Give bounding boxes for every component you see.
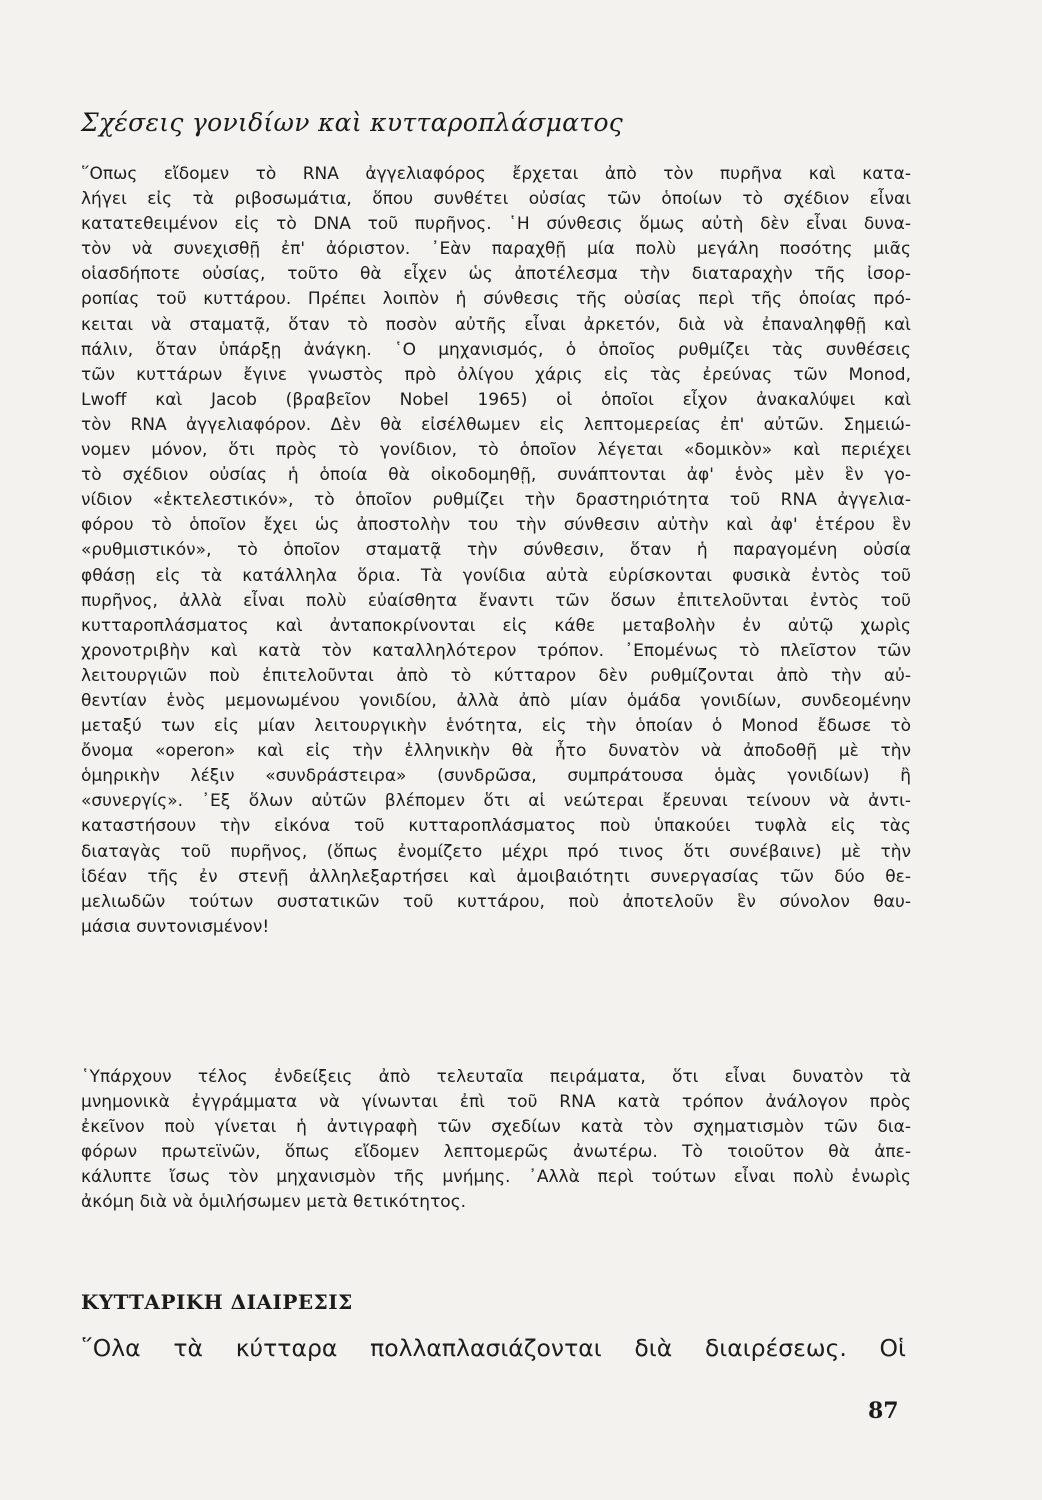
- text-line: οἱασδήποτε οὐσίας, τοῦτο θὰ εἶχεν ὡς ἀποτέλεσμα τὴν διαταραχὴν τῆς ἰσορ-: [81, 264, 911, 285]
- text-line: κατατεθειμένον εἰς τὸ DNA τοῦ πυρῆνος. ῾Η σύνθεσις ὅμως αὐτὴ δὲν εἶναι δυνα-: [81, 214, 911, 235]
- text-line: λήγει εἰς τὰ ριβοσωμάτια, ὅπου συνθέτει οὐσίας τῶν ὁποίων τὸ σχέδιον εἶναι: [81, 189, 911, 210]
- text-line: ῞Οπως εἴδομεν τὸ RNA ἀγγελιαφόρος ἔρχεται ἀπὸ τὸν πυρῆνα καὶ κατα-: [81, 164, 911, 184]
- text-line: κάλυπτε ἴσως τὸν μηχανισμὸν τῆς μνήμης. ᾿Αλλὰ περὶ τούτων εἶναι πολὺ ἐνωρὶς: [81, 1167, 911, 1188]
- text-line: καταστήσουν τὴν εἰκόνα τοῦ κυτταροπλάσματος ποὺ ὑπακούει τυφλὰ εἰς τὰς: [81, 816, 911, 837]
- text-line: κειται νὰ σταματᾷ, ὅταν τὸ ποσὸν αὐτῆς εἶναι ἀρκετόν, διὰ νὰ ἐπαναληφθῇ καὶ: [81, 314, 911, 335]
- text-line: ἀκόμη διὰ νὰ ὁμιλήσωμεν μετὰ θετικότητος.: [81, 1192, 467, 1213]
- paragraph-1-text: [81, 162, 911, 940]
- text-line: πάλιν, ὅταν ὑπάρξῃ ἀνάγκη. ῾Ο μηχανισμός, ὁ ὁποῖος ρυθμίζει τὰς συνθέσεις: [81, 339, 911, 360]
- text-line: τῶν κυττάρων ἔγινε γνωστὸς πρὸ ὀλίγου χάρις εἰς τὰς ἐρεύνας τῶν Monod,: [81, 364, 911, 385]
- text-line: μνημονικὰ ἐγγράμματα νὰ γίνωνται ἐπὶ τοῦ RNA κατὰ τρόπον ἀνάλογον πρὸς: [81, 1092, 911, 1113]
- text-line: φόρων πρωτεϊνῶν, ὅπως εἴδομεν λεπτομερῶς ἀνωτέρω. Τὸ τοιοῦτον θὰ ἀπε-: [81, 1142, 911, 1163]
- text-line: ἰδέαν τῆς ἐν στενῇ ἀλληλεξαρτήσει καὶ ἀμοιβαιότητι συνεργασίας τῶν δύο θε-: [81, 866, 911, 887]
- text-line: ὄνομα «operon» καὶ εἰς τὴν ἑλληνικὴν θὰ ἦτο δυνατὸν νὰ ἀποδοθῇ μὲ τὴν: [81, 741, 911, 762]
- text-line: πυρῆνος, ἀλλὰ εἶναι πολὺ εὐαίσθητα ἔναντι τῶν ὅσων ἐπιτελοῦνται ἐντὸς τοῦ: [81, 590, 911, 611]
- section-title: Σχέσεις γονιδίων καὶ κυτταροπλάσματος: [81, 108, 624, 137]
- text-line: λειτουργιῶν ποὺ ἐπιτελοῦνται ἀπὸ τὸ κύτταρον δὲν ρυθμίζονται ἀπὸ τὴν αὐ-: [81, 665, 911, 686]
- text-line: θεντίαν ἑνὸς μεμονωμένου γονιδίου, ἀλλὰ ἀπὸ μίαν ὁμάδα γονιδίων, συνδεομένην: [81, 690, 911, 711]
- text-line: μεταξύ των εἰς μίαν λειτουργικὴν ἑνότητα, εἰς τὴν ὁποίαν ὁ Monod ἔδωσε τὸ: [81, 716, 911, 737]
- text-line: «ρυθμιστικόν», τὸ ὁποῖον σταματᾷ τὴν σύνθεσιν, ὅταν ἡ παραγομένη οὐσία: [81, 540, 911, 561]
- page-number: 87: [868, 1398, 899, 1424]
- text-line: ἐκεῖνον ποὺ γίνεται ἡ ἀντιγραφὴ τῶν σχεδίων κατὰ τὸν σχηματισμὸν τῶν δια-: [81, 1117, 911, 1138]
- section-2-first-line: ῞Ολα τὰ κύτταρα πολλαπλασιάζονται διὰ διαιρέσεως. Οἱ: [81, 1334, 906, 1362]
- text-line: ῾Υπάρχουν τέλος ἐνδείξεις ἀπὸ τελευταῖα πειράματα, ὅτι εἶναι δυνατὸν τὰ: [81, 1067, 911, 1087]
- text-line: τὸν RNA ἀγγελιαφόρον. Δὲν θὰ εἰσέλθωμεν εἰς λεπτομερείας ἐπ' αὐτῶν. Σημειώ-: [81, 414, 911, 435]
- text-line: τὸν νὰ συνεχισθῇ ἐπ' ἀόριστον. ᾿Εὰν παραχθῇ μία πολὺ μεγάλη ποσότης μιᾶς: [81, 239, 911, 260]
- text-line: Lwoff καὶ Jacob (βραβεῖον Nobel 1965) οἱ ὁποῖοι εἶχον ἀνακαλύψει καὶ: [81, 389, 911, 410]
- paragraph-2: [81, 1065, 911, 1216]
- text-line: τὸ σχέδιον οὐσίας ἡ ὁποία θὰ οἰκοδομηθῇ, συνάπτονται ἀφ' ἑνὸς μὲν ἓν γο-: [81, 465, 911, 486]
- text-line: μάσια συντονισμένον!: [81, 916, 270, 937]
- text-line: κυτταροπλάσματος καὶ ἀνταποκρίνονται εἰς κάθε μεταβολὴν ἐν αὐτῷ χωρὶς: [81, 615, 911, 636]
- paragraph-2-text: [81, 1065, 911, 1216]
- text-line: φόρου τὸ ὁποῖον ἔχει ὡς ἀποστολὴν του τὴν σύνθεσιν αὐτὴν καὶ ἀφ' ἑτέρου ἓν: [81, 515, 911, 536]
- text-line: νίδιον «ἐκτελεστικόν», τὸ ὁποῖον ρυθμίζει τὴν δραστηριότητα τοῦ RNA ἀγγελια-: [81, 490, 911, 511]
- text-line: νομεν μόνον, ὅτι πρὸς τὸ γονίδιον, τὸ ὁποῖον λέγεται «δομικὸν» καὶ περιέχει: [81, 440, 911, 461]
- text-line: ροπίας τοῦ κυττάρου. Πρέπει λοιπὸν ἡ σύνθεσις τῆς οὐσίας περὶ τῆς ὁποίας πρό-: [81, 289, 911, 310]
- text-line: διαταγὰς τοῦ πυρῆνος, (ὅπως ἐνομίζετο μέχρι πρό τινος ὅτι συνέβαινε) μὲ τὴν: [81, 841, 911, 862]
- text-line: μελιωδῶν τούτων συστατικῶν τοῦ κυττάρου, ποὺ ἀποτελοῦν ἓν σύνολον θαυ-: [81, 891, 911, 912]
- text-line: χρονοτριβὴν καὶ κατὰ τὸν καταλληλότερον τρόπον. ᾿Επομένως τὸ πλεῖστον τῶν: [81, 640, 911, 661]
- text-line: «συνεργίς». ᾿Εξ ὅλων αὐτῶν βλέπομεν ὅτι αἱ νεώτεραι ἔρευναι τείνουν νὰ ἀντι-: [81, 791, 911, 812]
- section-2-title: ΚΥΤΤΑΡΙΚΗ ΔΙΑΙΡΕΣΙΣ: [81, 1290, 353, 1314]
- paragraph-1: [81, 162, 911, 940]
- text-line: φθάσῃ εἰς τὰ κατάλληλα ὅρια. Τὰ γονίδια αὐτὰ εὑρίσκονται φυσικὰ ἐντὸς τοῦ: [81, 565, 911, 586]
- text-line: ὁμηρικὴν λέξιν «συνδράστειρα» (συνδρῶσα, συμπράτουσα ὁμὰς γονιδίων) ἢ: [81, 766, 911, 787]
